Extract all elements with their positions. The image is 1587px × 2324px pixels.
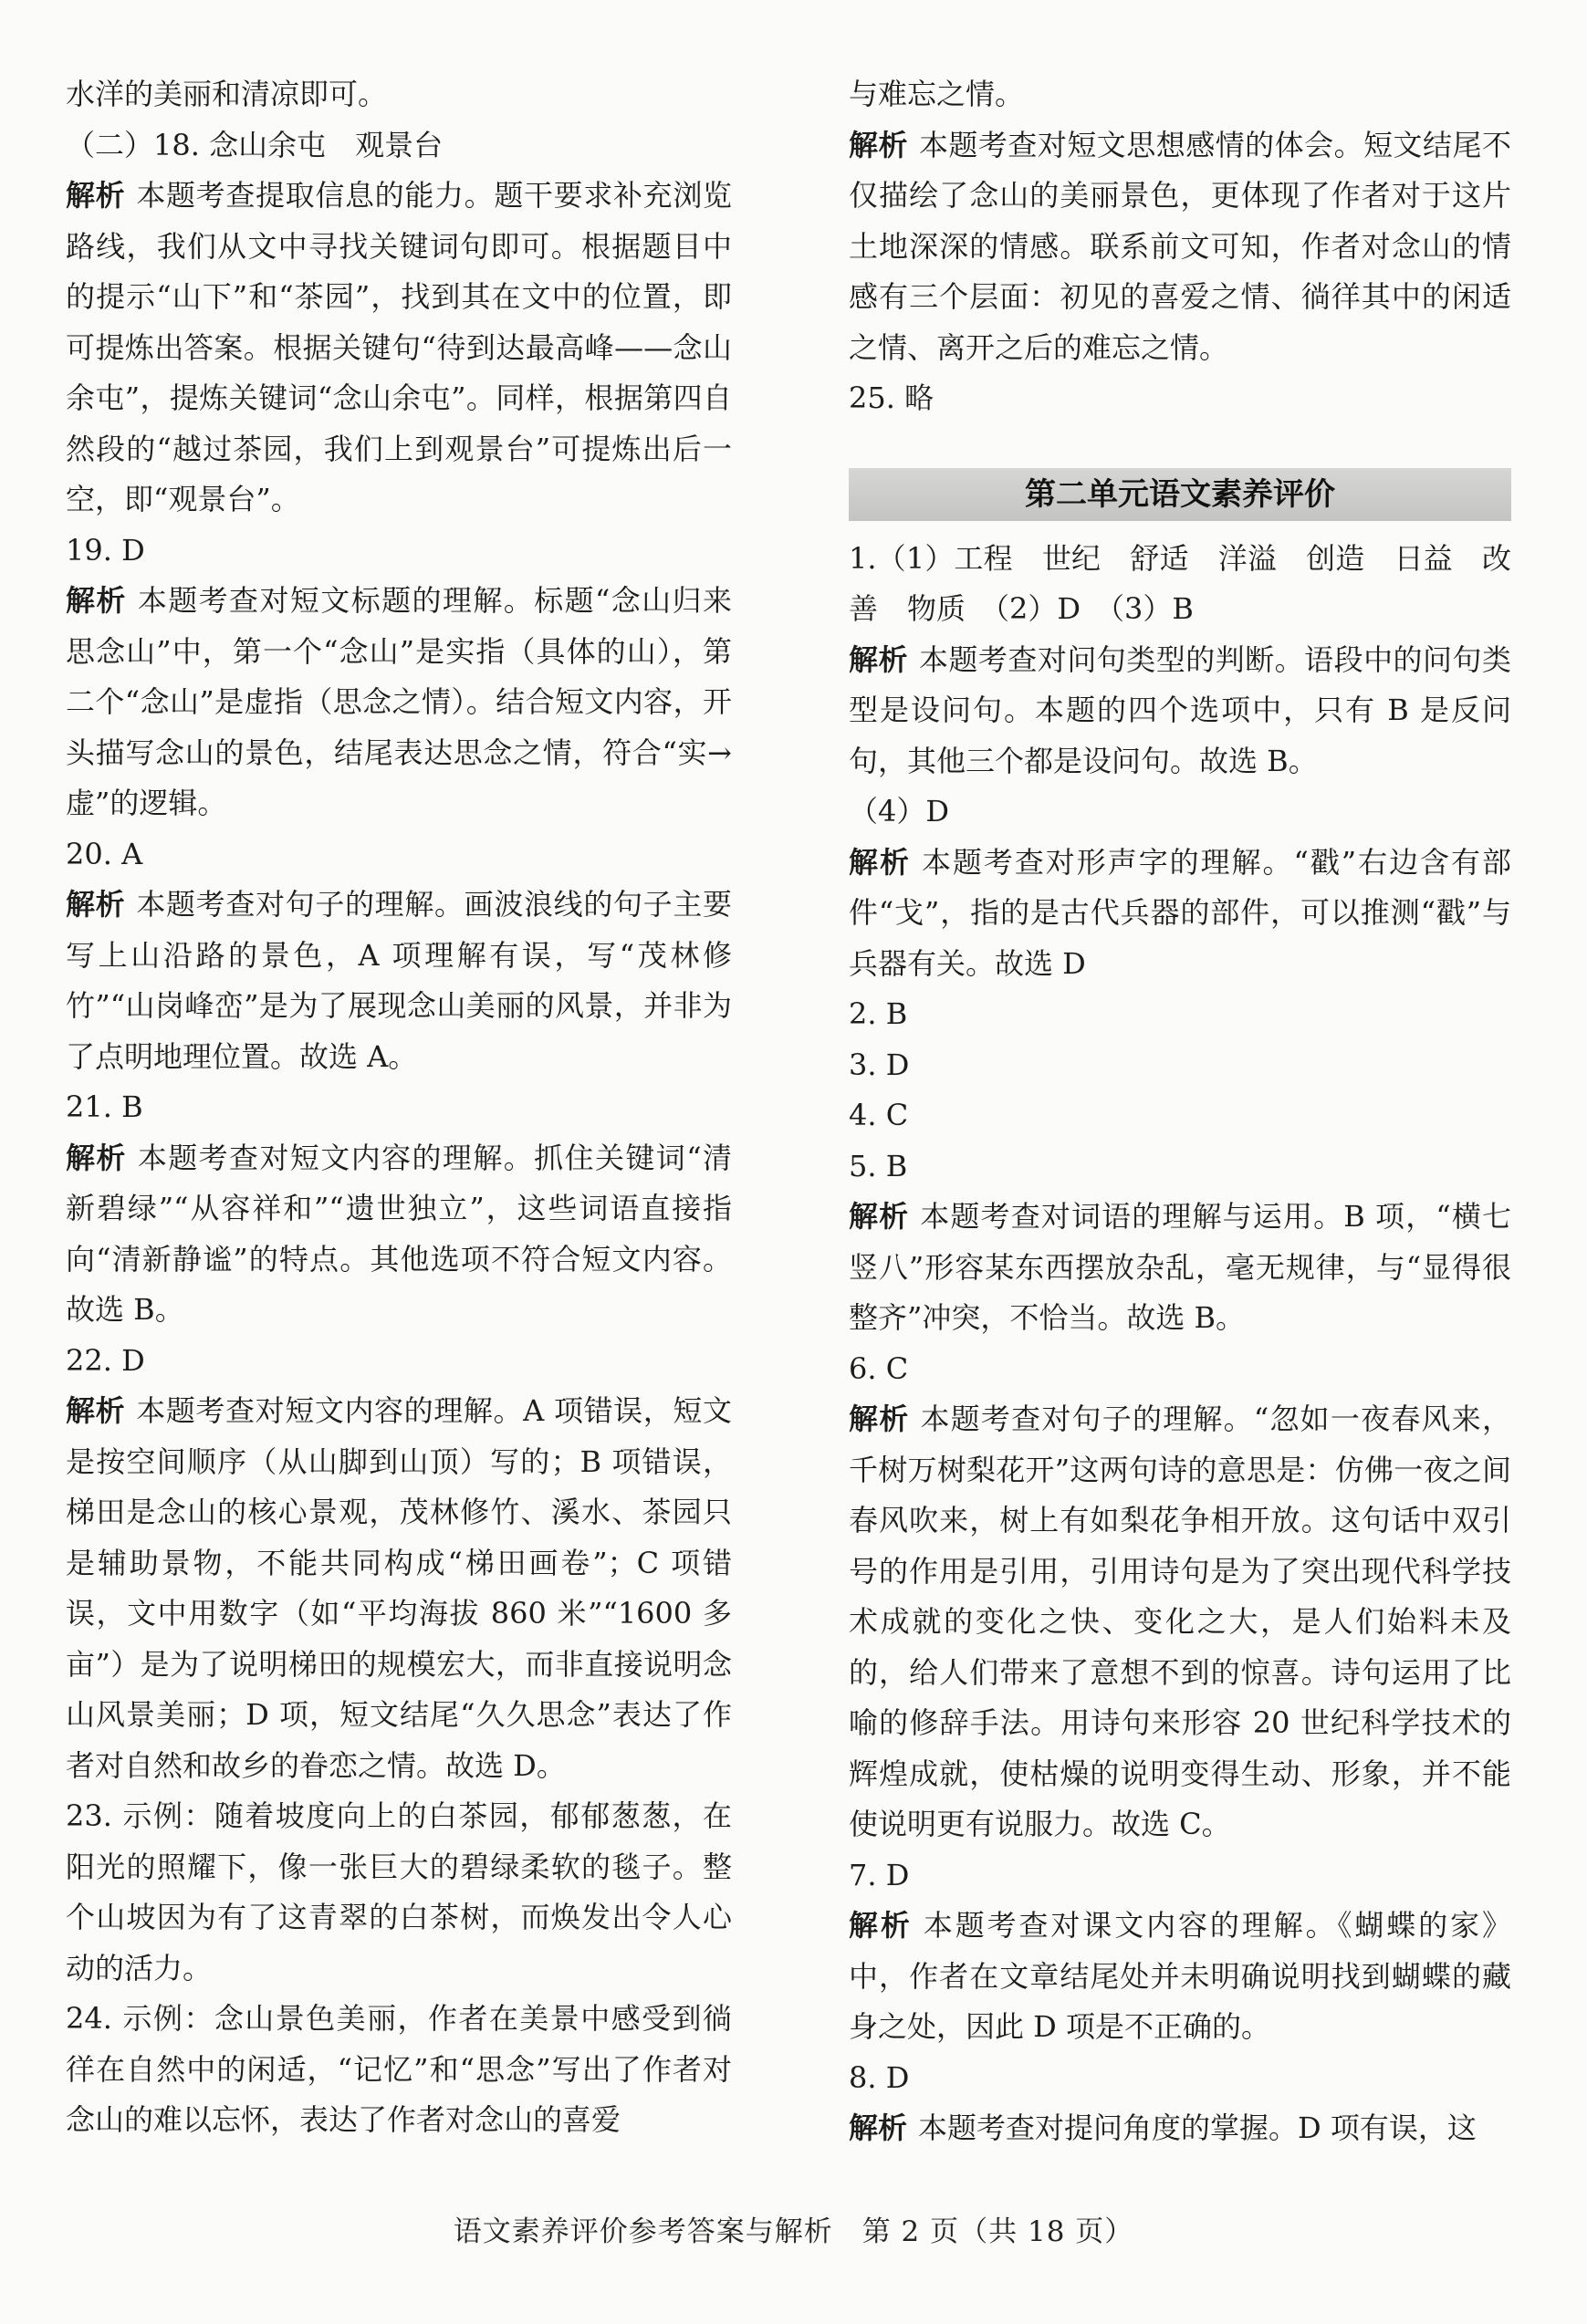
analysis-label: 解析 (849, 1402, 910, 1436)
answer-line: 22. D (66, 1342, 145, 1378)
right-column-top (849, 69, 1511, 424)
analysis-paragraph (66, 171, 732, 526)
analysis-text: 本题考查对短文标题的理解。标题“念山归来思念山”中，第一个“念山”是实指（具体的山），第二个“念山”是虚指（思念之情）。结合短文内容，开头描写念山的景色，结尾表达思念之情，符合“实→虚”的逻辑。 (66, 583, 732, 820)
analysis-label: 解析 (66, 178, 126, 213)
analysis-label: 解析 (66, 583, 127, 618)
analysis-paragraph (66, 1386, 732, 1791)
analysis-paragraph (66, 1133, 732, 1336)
analysis-paragraph (849, 2103, 1511, 2154)
answer-line: 与难忘之情。 (849, 77, 1025, 111)
answer-line: 19. D (66, 532, 145, 568)
answer-line: 25. 略 (849, 380, 934, 415)
analysis-text: 本题考查对词语的理解与运用。B 项，“横七竖八”形容某东西摆放杂乱，毫无规律，与“显得很整齐”冲突，不恰当。故选 B。 (849, 1199, 1511, 1335)
answer-line: 5. B (849, 1148, 908, 1183)
analysis-text: 本题考查对课文内容的理解。《蝴蝶的家》中，作者在文章结尾处并未明确说明找到蝴蝶的藏身之处，因此 D 项是不正确的。 (849, 1908, 1511, 2044)
section-title-banner: 第二单元语文素养评价 (849, 468, 1511, 521)
answer-line: 24. 示例：念山景色美丽，作者在美景中感受到徜徉在自然中的闲适，“记忆”和“思念”写出了作者对念山的难以忘怀，表达了作者对念山的喜爱 (66, 2001, 732, 2137)
answer-line: 1.（1）工程 世纪 舒适 洋溢 创造 日益 改善 物质 （2）D （3）B (849, 540, 1511, 626)
answer-line: 8. D (849, 2059, 910, 2095)
analysis-text: 本题考查对短文内容的理解。A 项错误，短文是按空间顺序（从山脚到山顶）写的；B 项错误，梯田是念山的核心景观，茂林修竹、溪水、茶园只是辅助景物，不能共同构成“梯田画卷”；C 项错误，文中用数字（如“平均海拔 860 米”“1600 多亩”）是为了说明梯田的规模宏大，而非直接说明念山风景美丽；D 项，短文结尾“久久思念”表达了作者对自然和故乡的眷恋之情。故选 D。 (66, 1393, 732, 1783)
analysis-text: 本题考查对形声字的理解。“戳”右边含有部件“戈”，指的是古代兵器的部件，可以推测“戳”与兵器有关。故选 D (849, 844, 1511, 981)
analysis-paragraph (849, 120, 1511, 374)
analysis-label: 解析 (849, 641, 908, 677)
answer-line: 20. A (66, 836, 143, 871)
analysis-text: 本题考查对提问角度的掌握。D 项有误，这 (918, 2110, 1477, 2145)
analysis-paragraph (849, 1192, 1511, 1344)
left-column (66, 69, 732, 2146)
analysis-label: 解析 (66, 887, 126, 922)
analysis-label: 解析 (849, 2110, 908, 2145)
analysis-text: 本题考查对句子的理解。“忽如一夜春风来，千树万树梨花开”这两句诗的意思是：仿佛一夜之间春风吹来，树上有如梨花争相开放。这句话中双引号的作用是引用，引用诗句是为了突出现代科学技术成就的变化之快、变化之大，是人们始料未及的，给人们带来了意想不到的惊喜。诗句运用了比喻的修辞手法。用诗句来形容 20 世纪科学技术的辉煌成就，使枯燥的说明变得生动、形象，并不能使说明更有说服力。故选 C。 (849, 1402, 1511, 1841)
right-column (849, 69, 1511, 2154)
analysis-paragraph (66, 880, 732, 1082)
answer-line: 2. B (849, 996, 908, 1031)
analysis-paragraph (66, 576, 732, 829)
answer-line: （4）D (849, 794, 950, 829)
analysis-text: 本题考查对问句类型的判断。语段中的问句类型是设问句。本题的四个选项中，只有 B 是反问句，其他三个都是设问句。故选 B。 (849, 641, 1511, 778)
answer-line: 7. D (849, 1857, 910, 1892)
answer-line: 4. C (849, 1098, 909, 1132)
analysis-paragraph (849, 1901, 1511, 2053)
analysis-label: 解析 (849, 1908, 913, 1943)
column-divider (792, 82, 793, 2181)
analysis-label: 解析 (849, 127, 908, 162)
analysis-text: 本题考查对句子的理解。画波浪线的句子主要写上山沿路的景色，A 项理解有误，写“茂林修竹”“山岗峰峦”是为了展现念山美丽的风景，并非为了点明地理位置。故选 A。 (66, 887, 732, 1074)
answer-line: 3. D (849, 1047, 910, 1082)
page-footer: 语文素养评价参考答案与解析 第 2 页（共 18 页） (453, 2215, 1134, 2248)
analysis-paragraph (849, 1394, 1511, 1850)
analysis-label: 解析 (66, 1140, 127, 1175)
analysis-label: 解析 (849, 1199, 910, 1234)
right-column-bottom (849, 534, 1511, 2154)
answer-line: 水洋的美丽和清凉即可。 (66, 77, 388, 111)
analysis-text: 本题考查提取信息的能力。题干要求补充浏览路线，我们从文中寻找关键词句即可。根据题目中的提示“山下”和“茶园”，找到其在文中的位置，即可提炼出答案。根据关键句“待到达最高峰——念山余屯”，提炼关键词“念山余屯”。同样，根据第四自然段的“越过茶园，我们上到观景台”可提炼出后一空，即“观景台”。 (66, 178, 732, 516)
analysis-label: 解析 (849, 844, 911, 880)
answer-line: 21. B (66, 1089, 143, 1124)
analysis-paragraph (849, 838, 1511, 990)
answer-line: 23. 示例：随着坡度向上的白茶园，郁郁葱葱，在阳光的照耀下，像一张巨大的碧绿柔软的毯子。整个山坡因为有了这青翠的白茶树，而焕发出令人心动的活力。 (66, 1798, 732, 1985)
analysis-text: 本题考查对短文内容的理解。抓住关键词“清新碧绿”“从容祥和”“遗世独立”，这些词语直接指向“清新静谧”的特点。其他选项不符合短文内容。故选 B。 (66, 1140, 732, 1327)
answer-line: 6. C (849, 1350, 909, 1386)
analysis-label: 解析 (66, 1393, 126, 1428)
answer-line: （二）18. 念山余屯 观景台 (66, 127, 444, 162)
analysis-text: 本题考查对短文思想感情的体会。短文结尾不仅描绘了念山的美丽景色，更体现了作者对于这片土地深深的情感。联系前文可知，作者对念山的情感有三个层面：初见的喜爱之情、徜徉其中的闲适之情、离开之后的难忘之情。 (849, 127, 1511, 365)
analysis-paragraph (849, 635, 1511, 787)
